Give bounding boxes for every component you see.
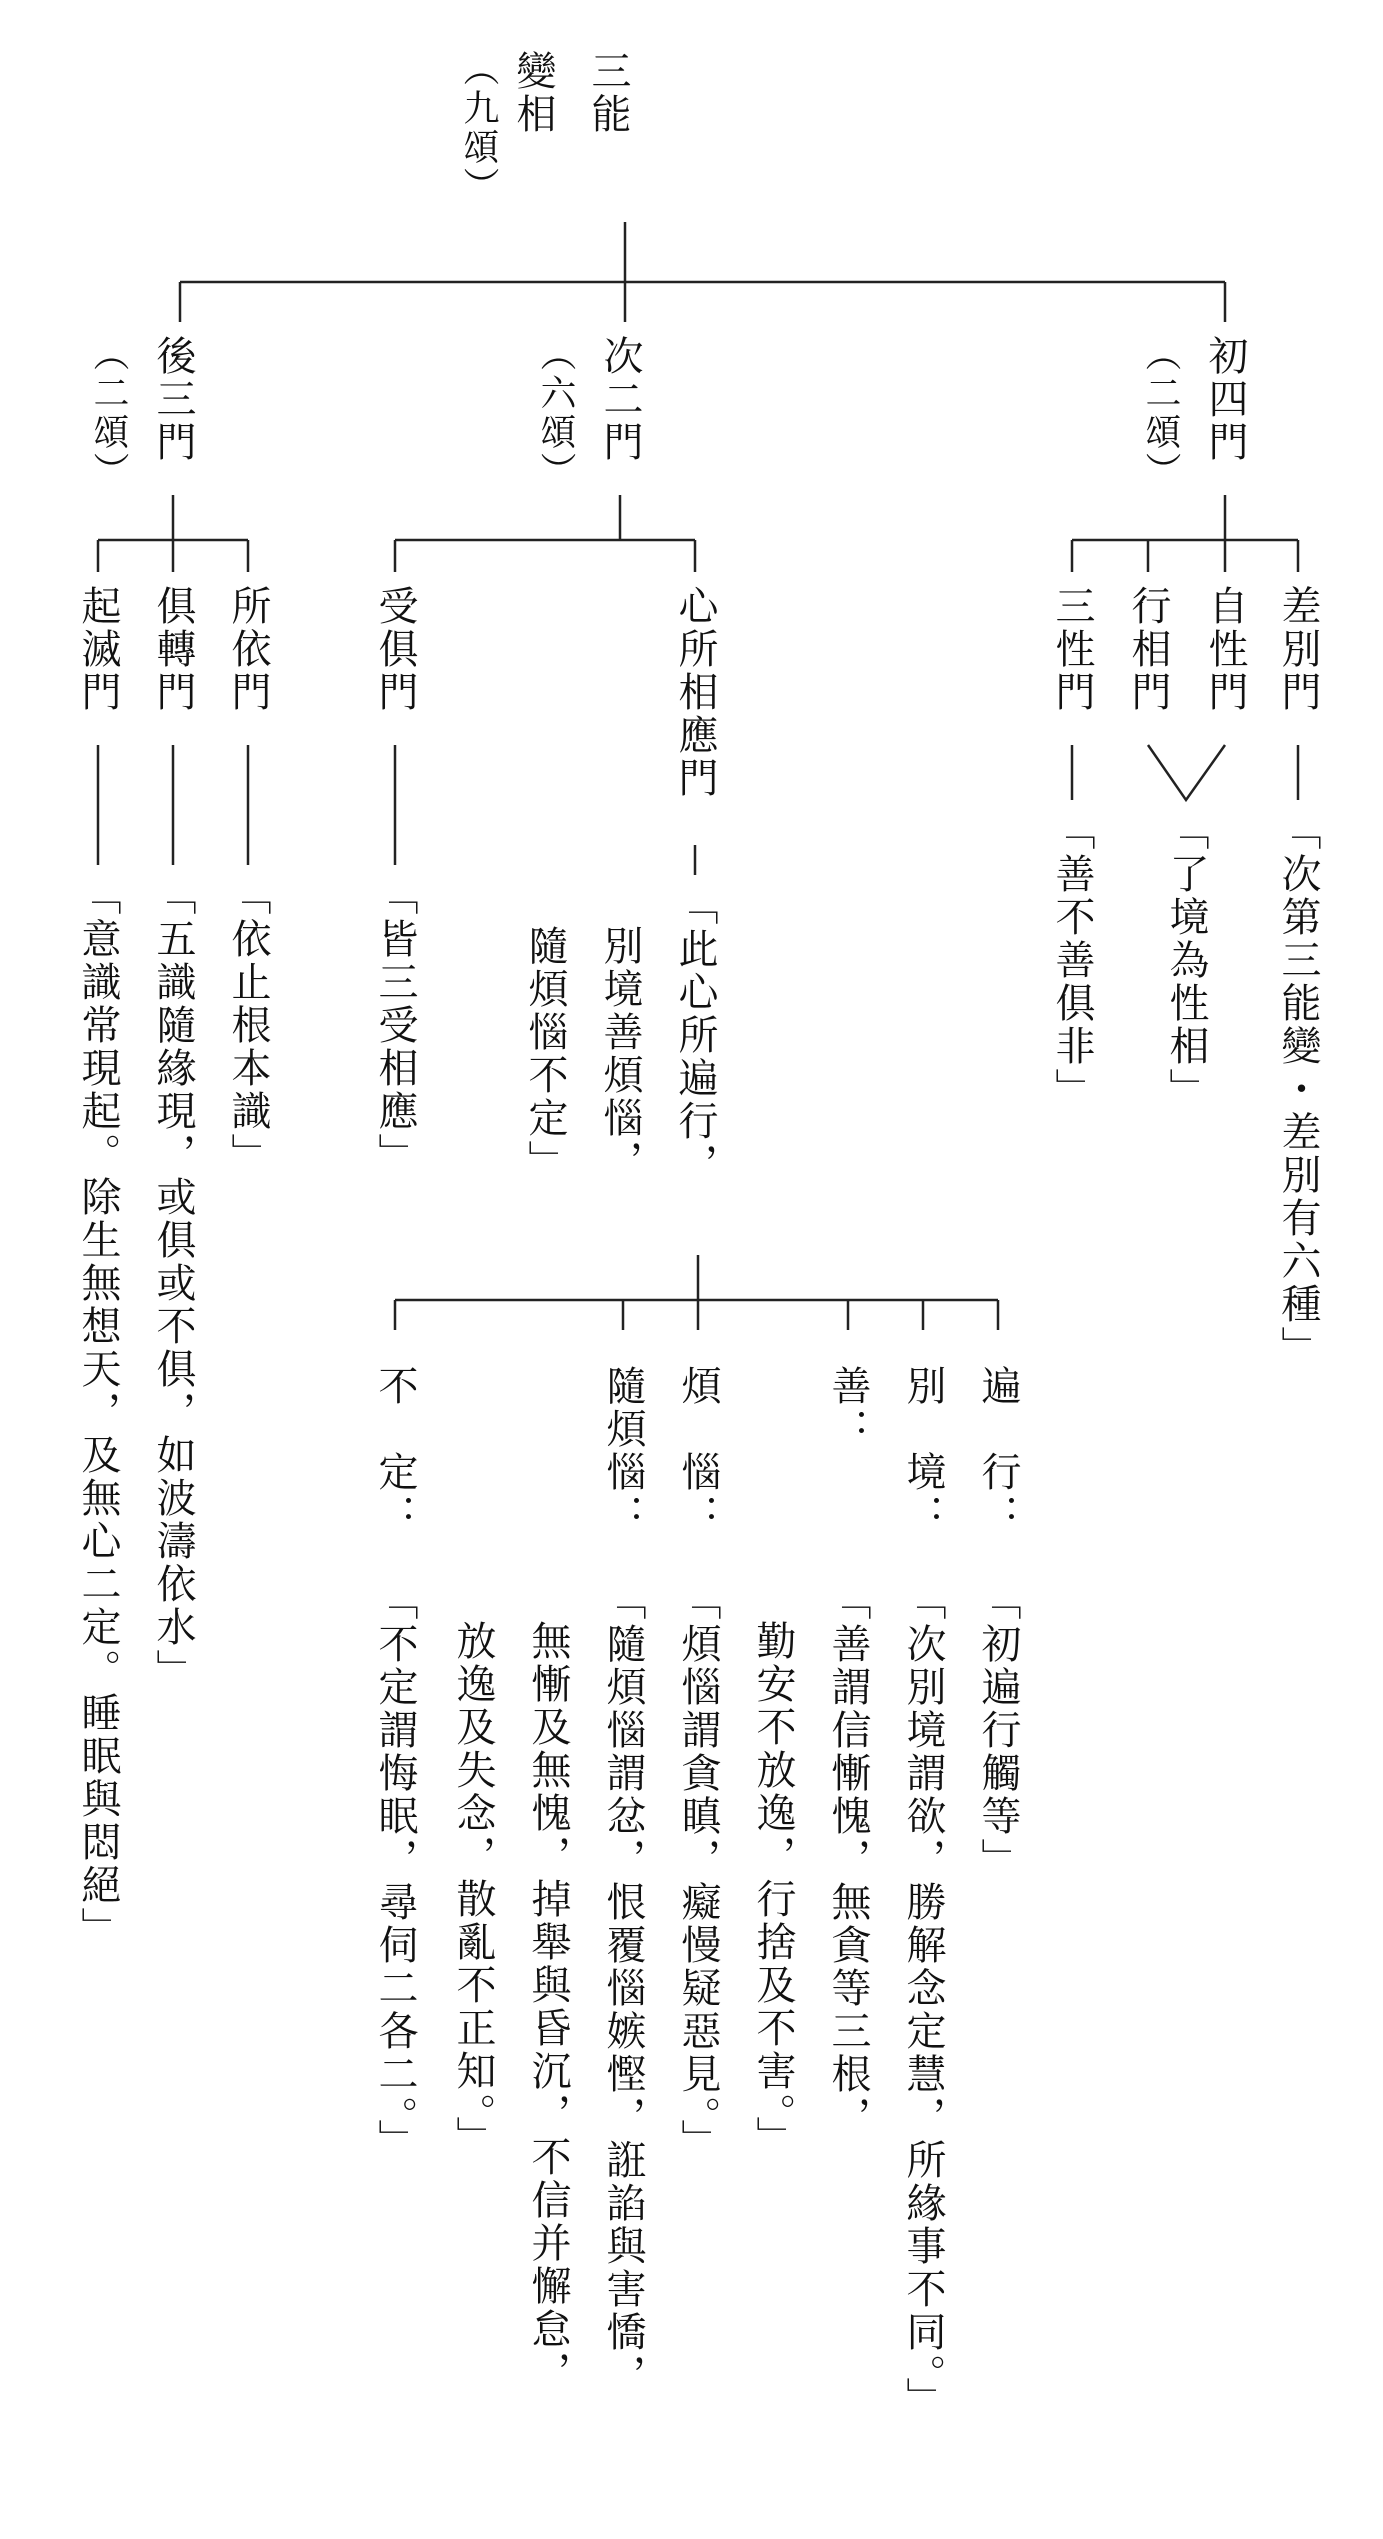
root-line-1: 三能 <box>585 50 631 136</box>
three-transformations-diagram: 三能 變相 （九頌） 初四門 （二頌） 差別門 自性門 行相門 三性門 「次第三能變・差別有六種」 「了境為性相」 「善不善俱非」 次二門 （六頌） 心所相應門 受俱門 「此心所遍行， 別境善煩惱， 隨煩惱不定」 「皆三受相應」 遍 行： 「初遍行觸等」 別 境： 「次別境謂欲，勝解念定慧，所緣事不同。」 善： 「善謂信慚愧，無貪等三根， 勤安不放逸，行捨及不害。」 煩 惱： 「煩惱謂貪瞋，癡慢疑惡見。」 隨煩惱： 「隨煩惱謂忿，恨覆惱嫉慳，誑諂與害憍， 無慚及無愧，掉舉與昏沉，不信并懈怠， 放逸及失念，散亂不正知。」 不 定： 「不定謂悔眠，尋伺二各二。」 後三門 （二頌） 所依門 俱轉門 起滅門 「依止根本識」 「五識隨緣現，或俱或不俱，如波濤依水」 「意識常現起。除生無想天，及無心二定。睡眠與悶絕」 <box>0 0 1383 2539</box>
root-line-2: 變相 <box>510 50 556 136</box>
connector-shared-v <box>1148 745 1225 800</box>
